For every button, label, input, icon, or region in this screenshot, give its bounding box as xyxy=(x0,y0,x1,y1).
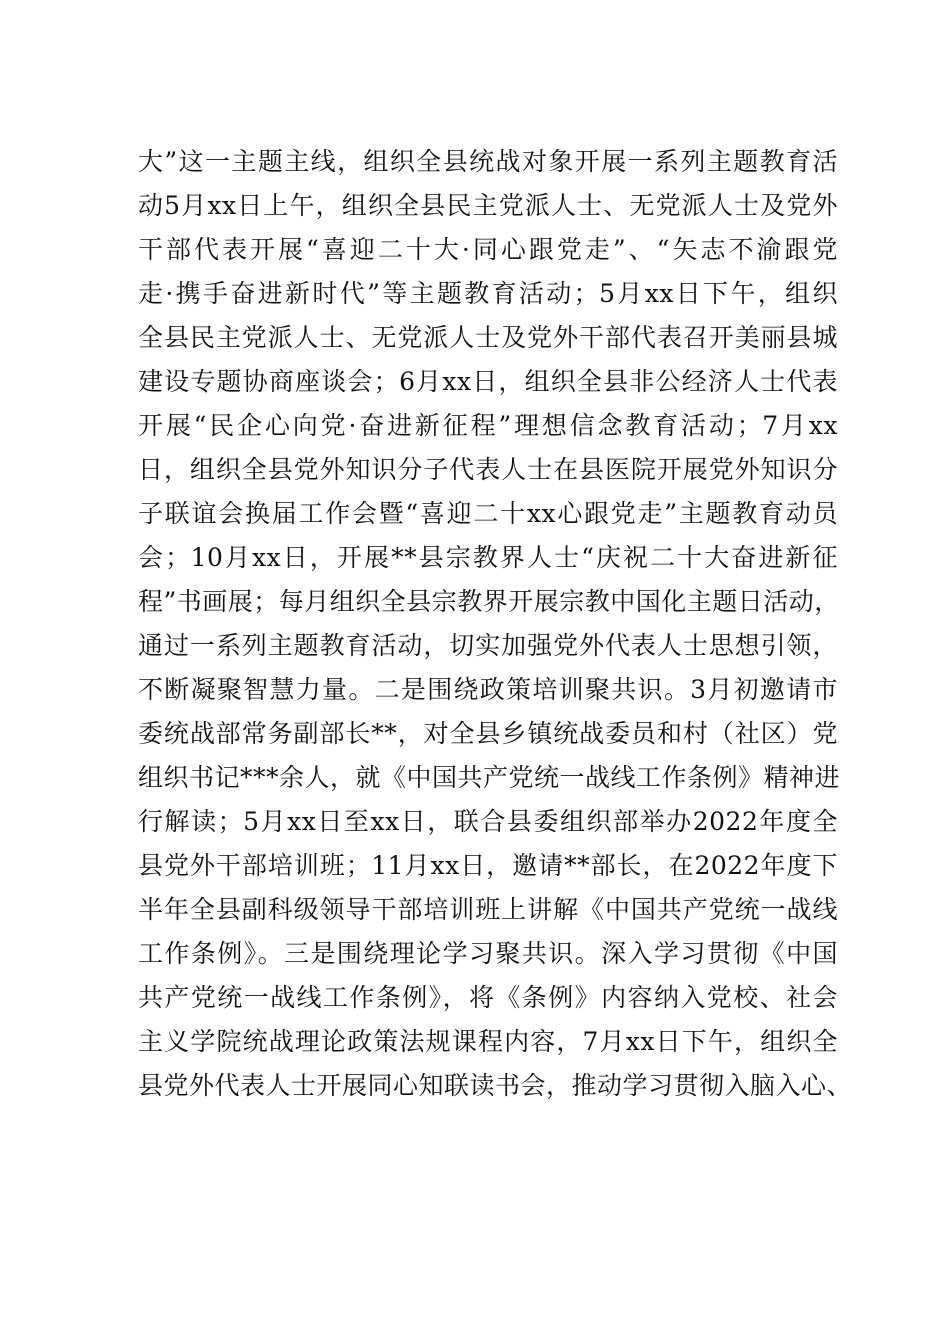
text-line: 行解读；5月xx日至xx日，联合县委组织部举办2022年度全 xyxy=(138,807,838,836)
text-line: 全县民主党派人士、无党派人士及党外干部代表召开美丽县城 xyxy=(138,323,838,352)
text-line: 子联谊会换届工作会暨“喜迎二十xx心跟党走”主题教育动员 xyxy=(138,499,838,528)
text-line: 开展“民企心向党·奋进新征程”理想信念教育活动；7月xx xyxy=(138,411,838,440)
text-line: 县党外干部培训班；11月xx日，邀请**部长，在2022年度下 xyxy=(138,851,838,880)
text-line: 会；10月xx日，开展**县宗教界人士“庆祝二十大奋进新征 xyxy=(138,543,838,572)
text-line: 半年全县副科级领导干部培训班上讲解《中国共产党统一战线 xyxy=(138,895,838,924)
text-line: 通过一系列主题教育活动，切实加强党外代表人士思想引领， xyxy=(138,631,838,660)
text-line: 共产党统一战线工作条例》，将《条例》内容纳入党校、社会 xyxy=(138,983,838,1012)
text-line: 委统战部常务副部长**，对全县乡镇统战委员和村（社区）党 xyxy=(138,719,838,748)
text-line: 动5月xx日上午，组织全县民主党派人士、无党派人士及党外 xyxy=(138,191,838,220)
text-line: 大”这一主题主线，组织全县统战对象开展一系列主题教育活 xyxy=(138,147,838,176)
text-line: 工作条例》。三是围绕理论学习聚共识。深入学习贯彻《中国 xyxy=(138,939,838,968)
text-line: 组织书记***余人，就《中国共产党统一战线工作条例》精神进 xyxy=(138,763,841,792)
text-line: 日，组织全县党外知识分子代表人士在县医院开展党外知识分 xyxy=(138,455,838,484)
text-line: 县党外代表人士开展同心知联读书会，推动学习贯彻入脑入心、 xyxy=(138,1071,853,1100)
text-line: 主义学院统战理论政策法规课程内容，7月xx日下午，组织全 xyxy=(138,1027,838,1056)
text-line: 程”书画展；每月组织全县宗教界开展宗教中国化主题日活动， xyxy=(138,587,840,616)
text-line: 建设专题协商座谈会；6月xx日，组织全县非公经济人士代表 xyxy=(138,367,838,396)
text-line: 不断凝聚智慧力量。二是围绕政策培训聚共识。3月初邀请市 xyxy=(138,675,838,704)
body-text xyxy=(138,140,853,1108)
text-line: 走·携手奋进新时代”等主题教育活动；5月xx日下午，组织 xyxy=(138,279,838,308)
text-line: 干部代表开展“喜迎二十大·同心跟党走”、“矢志不渝跟党 xyxy=(138,235,838,264)
